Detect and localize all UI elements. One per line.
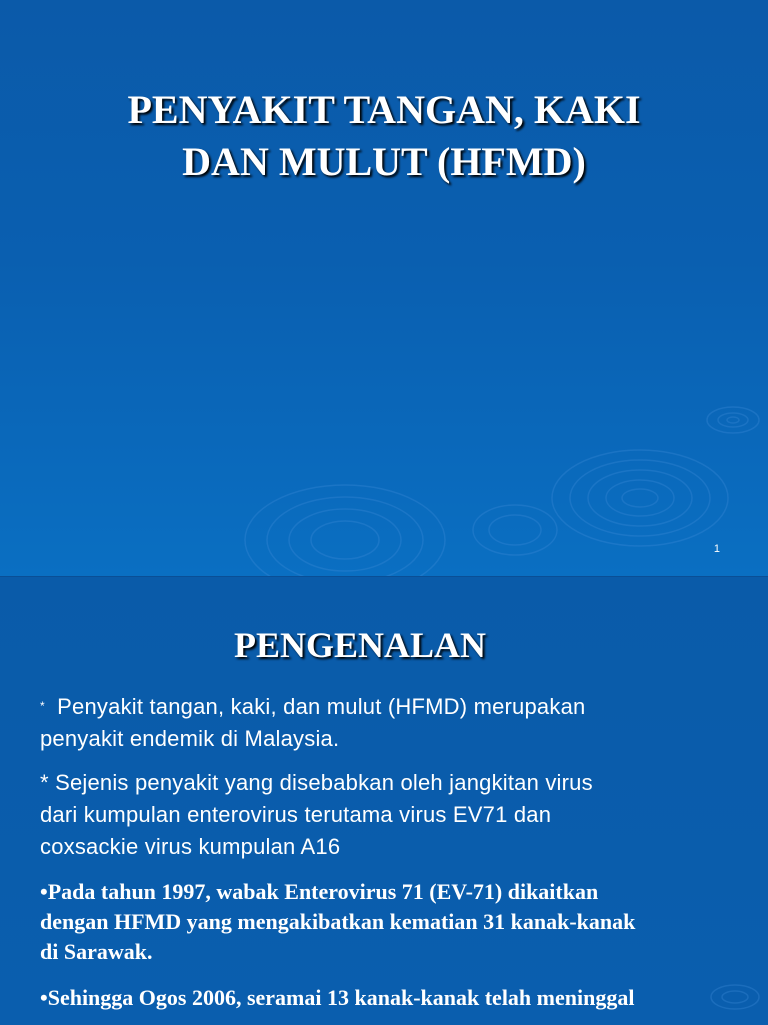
bullet-2-line-2: dari kumpulan enterovirus terutama virus EV71 dan [40, 802, 552, 827]
bullet-1-line-1: Penyakit tangan, kaki, dan mulut (HFMD) merupakan [50, 694, 586, 719]
bullet-4-line-1: Sehingga Ogos 2006, seramai 13 kanak-kanak telah meninggal [47, 985, 635, 1010]
slide-2-title: PENGENALAN [233, 625, 487, 665]
bullet-3 [40, 877, 740, 967]
bullet-marker: • [40, 879, 48, 904]
slide-1-title [0, 84, 768, 188]
bullet-3-line-3: di Sarawak. [40, 939, 153, 964]
bullet-marker: * [40, 699, 45, 713]
bullet-3-line-2: dengan HFMD yang mengakibatkan kematian 31 kanak-kanak [40, 909, 636, 934]
bullet-2-line-1: Sejenis penyakit yang disebabkan oleh jangkitan virus [48, 770, 593, 795]
slide-number: 1 [713, 543, 720, 555]
bullet-marker: • [40, 985, 48, 1010]
bullet-2-line-3: coxsackie virus kumpulan A16 [40, 834, 341, 859]
bullet-1 [40, 690, 740, 755]
slide-2 [0, 576, 768, 1025]
bullet-3-line-1: Pada tahun 1997, wabak Enterovirus 71 (EV-71) dikaitkan [47, 879, 599, 904]
title-line-2: DAN MULUT (HFMD) [182, 139, 586, 184]
bullet-2 [40, 767, 740, 863]
bullet-marker: * [40, 770, 49, 795]
bullet-1-line-2: penyakit endemik di Malaysia. [40, 726, 340, 751]
title-line-1: PENYAKIT TANGAN, KAKI [127, 87, 641, 132]
bullet-4 [40, 983, 740, 1013]
